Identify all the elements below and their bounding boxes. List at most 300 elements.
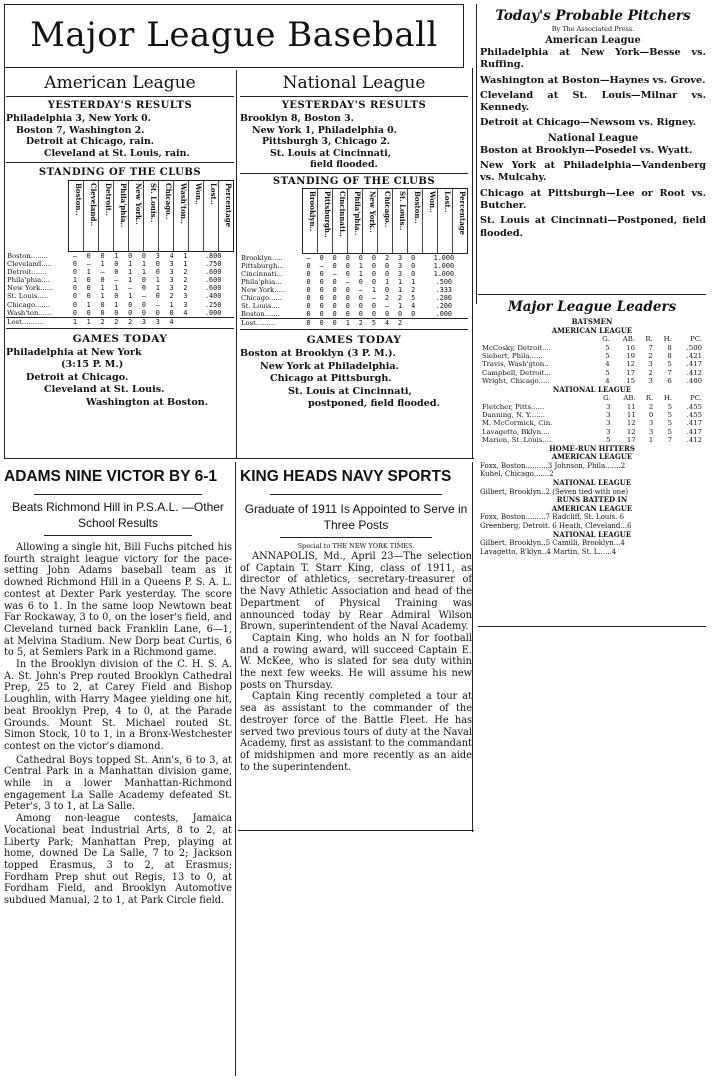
al-result-4: Cleveland at St. Louis, rain.: [44, 147, 190, 159]
leader-stat: 5: [667, 402, 673, 411]
leader-row: [480, 352, 704, 360]
leader-row: [480, 428, 704, 436]
standing-cell: 0: [358, 293, 363, 302]
nl-col-header: New York..: [363, 189, 378, 253]
leader-stat: 3: [606, 411, 611, 420]
rbi-title: RUNS BATTED IN: [556, 495, 628, 505]
standing-row: [6, 276, 234, 284]
leader-stat: 7: [648, 343, 653, 352]
team-name: New York......: [7, 284, 54, 293]
al-standing-table: [6, 252, 234, 326]
standing-cell: 0: [411, 253, 416, 262]
lost-cell: 4: [384, 319, 390, 328]
standing-cell: —: [384, 302, 390, 311]
al-standing-title: STANDING OF THE CLUBS: [38, 167, 202, 178]
leader-name: Lavagetto, Bklyn....: [482, 427, 550, 436]
king-bottom-rule: [238, 830, 474, 831]
al-col-header: Chicago..: [159, 181, 174, 251]
nl-standing-title: STANDING OF THE CLUBS: [272, 175, 436, 187]
king-right-border: [472, 462, 473, 832]
standing-cell: 0: [398, 310, 403, 319]
standing-cell: 0: [141, 252, 147, 260]
standing-cell: —: [332, 269, 337, 278]
probable-pitchers: [480, 8, 706, 240]
standing-cell: 0: [345, 302, 350, 311]
king-article: [240, 466, 472, 773]
standing-cell: 0: [155, 308, 160, 317]
standing-row: [6, 260, 234, 268]
article-divider: [235, 462, 236, 1076]
standing-cell: 0: [306, 302, 311, 311]
standing-row: [240, 254, 468, 262]
standing-cell: 1: [100, 260, 105, 269]
standing-cell: 0: [306, 277, 311, 286]
standing-cell: 4: [183, 308, 188, 317]
standing-cell: 0: [169, 308, 174, 317]
hr-al-line-1: Foxx, Boston..........3 Johnson, Phila.......2: [480, 461, 626, 470]
leader-name: Travis, Wash'gton..: [482, 360, 549, 369]
standing-cell: 0: [141, 284, 147, 293]
standing-cell: 0: [319, 277, 324, 286]
standing-cell: 4: [411, 302, 416, 311]
leader-stat: 5: [605, 368, 610, 377]
al-results: [6, 113, 234, 159]
standing-cell: .600: [204, 284, 222, 293]
leader-row: [480, 360, 704, 368]
leaders-col-header: AB.: [622, 335, 635, 344]
leader-stat: 3: [606, 402, 611, 411]
nl-col-header: Phila'phia..: [348, 189, 363, 253]
standing-cell: 0: [306, 293, 311, 302]
leader-stat: .412: [686, 368, 702, 377]
frame-top-right: [476, 4, 477, 304]
leader-stat: 8: [667, 352, 672, 360]
standing-cell: .333: [435, 285, 453, 294]
al-col-header: Won..: [189, 181, 204, 251]
pitchers-al-list: [480, 47, 706, 130]
standing-cell: 0: [345, 310, 350, 319]
standing-cell: 0: [332, 285, 337, 294]
lost-cell: 2: [114, 317, 119, 326]
standing-cell: 1: [141, 268, 147, 277]
pitchers-nl-list: [480, 145, 706, 240]
leader-stat: 7: [667, 436, 673, 445]
nl-game-2: New York at Philadelphia.: [260, 360, 399, 372]
standing-cell: 0: [306, 285, 311, 294]
standing-cell: 1: [86, 300, 91, 309]
standing-cell: 0: [306, 261, 311, 270]
standing-row: [240, 278, 468, 286]
standing-cell: 3: [183, 292, 188, 301]
standing-cell: 0: [319, 310, 324, 319]
leader-stat: 11: [626, 402, 636, 411]
leaders-col-header: G.: [603, 394, 611, 403]
standing-cell: 0: [155, 260, 160, 269]
al-result-3: Detroit at Chicago, rain.: [26, 136, 155, 147]
adams-headline: ADAMS NINE VICTOR BY 6-1: [4, 468, 218, 485]
lost-cell: 0: [332, 319, 337, 328]
standing-cell: 0: [371, 310, 376, 319]
standing-row: [6, 284, 234, 292]
king-special: Special to THE NEW YORK TIMES.: [297, 542, 415, 550]
lost-cell: 1: [86, 317, 91, 326]
leader-stat: 7: [667, 368, 672, 377]
leaders-al-title: AMERICAN LEAGUE: [551, 325, 633, 335]
standing-cell: 3: [398, 269, 403, 278]
pitchers-al-2: Washington at Boston—Haynes vs. Grove.: [480, 74, 706, 86]
nl-col-header: Boston..: [408, 189, 423, 253]
adams-article: [4, 466, 232, 907]
leader-stat: 2: [648, 402, 654, 411]
leader-stat: 5: [606, 436, 611, 445]
standing-row: [240, 270, 468, 278]
pitchers-al-3: Cleveland at St. Louis—Milnar vs. Kennedy.: [480, 89, 706, 114]
standing-cell: 0: [72, 268, 77, 277]
standing-cell: 0: [100, 276, 105, 285]
standing-cell: 0: [332, 293, 337, 302]
standing-cell: 1: [114, 284, 119, 293]
adams-paragraph-3: Cathedral Boys topped St. Ann's, 6 to 3, at Central Park in a Manhattan division game, while in a lower Manhattan-Richmond engagement La Salle Academy defeated St. Peter's, 3 to 1, at La Salle.: [4, 754, 232, 813]
lost-cell: 2: [100, 317, 105, 326]
team-name: Cincinnati...: [241, 269, 283, 278]
standing-cell: .500: [435, 277, 453, 286]
standing-cell: 1: [398, 285, 403, 294]
al-game-5: Washington at Boston.: [86, 396, 209, 408]
nl-league-title: National League: [282, 73, 426, 93]
pitchers-al-1: Philadelphia at New York—Besse vs. Ruffing.: [480, 47, 706, 71]
standing-cell: 0: [332, 277, 337, 286]
leader-stat: 5: [667, 360, 672, 369]
standing-cell: 1: [128, 268, 133, 277]
leader-name: Siebert, Phila......: [482, 352, 543, 360]
standing-cell: 1.000: [433, 269, 455, 278]
al-game-1: Philadelphia at New York: [6, 346, 142, 358]
frame-bottom: [4, 458, 474, 459]
leader-name: Campbell, Detroit...: [482, 368, 551, 377]
leaders-col-header: PC.: [690, 394, 702, 403]
leader-name: M. McCormick, Cin.: [482, 419, 553, 428]
leader-stat: 5: [605, 343, 610, 352]
standing-cell: 1: [141, 260, 147, 269]
standing-cell: —: [86, 260, 91, 269]
leader-stat: 12: [626, 427, 636, 436]
title-box: [4, 4, 464, 68]
standing-cell: —: [128, 284, 133, 293]
nl-games: [240, 348, 468, 411]
standing-row: [240, 286, 468, 294]
nl-col-header: St. Louis..: [393, 189, 408, 253]
standing-cell: 0: [141, 300, 147, 309]
team-name: Detroit.......: [7, 268, 47, 277]
standing-cell: 0: [411, 269, 416, 278]
standing-cell: 1: [358, 261, 363, 270]
leader-stat: 3: [606, 419, 611, 428]
team-name: Phila'phia...: [241, 277, 282, 286]
leader-name: Danning, N. Y.......: [482, 411, 545, 420]
leader-stat: 5: [667, 411, 673, 420]
leader-stat: 5: [667, 419, 673, 428]
leader-row: [480, 369, 704, 377]
leaders-nl-title: NATIONAL LEAGUE: [552, 384, 632, 394]
standing-cell: 0: [358, 277, 363, 286]
standing-cell: 0: [155, 268, 160, 277]
standing-cell: 1: [183, 252, 188, 260]
leaders-col-header: H.: [663, 335, 672, 344]
standing-cell: —: [141, 292, 147, 301]
nl-game-5: postponed, field flooded.: [308, 398, 440, 410]
standing-cell: 1: [72, 276, 77, 285]
standing-cell: 0: [128, 300, 133, 309]
standing-cell: 1: [128, 276, 133, 285]
team-name: Phila'phia....: [7, 276, 50, 285]
standing-cell: 0: [72, 292, 77, 301]
team-name: Chicago......: [241, 293, 282, 302]
standing-cell: 0: [128, 252, 133, 260]
lost-row: [240, 319, 468, 328]
standing-cell: 1: [169, 300, 174, 309]
leader-row: [480, 344, 704, 352]
lost-cell: 1: [345, 319, 350, 328]
standing-cell: 1: [384, 277, 390, 286]
al-games-title: GAMES TODAY: [72, 332, 168, 345]
leader-row: [480, 419, 704, 427]
standing-cell: 0: [332, 302, 337, 311]
leader-row: [480, 411, 704, 419]
lost-cell: 3: [141, 317, 147, 326]
lost-cell: 2: [128, 317, 133, 326]
standing-row: [6, 309, 234, 318]
al-col-header: Percentage: [224, 183, 233, 228]
standing-cell: 0: [86, 284, 91, 293]
standing-cell: 0: [100, 300, 105, 309]
rbi-al-title: AMERICAN LEAGUE: [551, 503, 633, 513]
standing-cell: 1: [114, 300, 119, 309]
pitchers-al-4: Detroit at Chicago—Newsom vs. Rigney.: [480, 117, 697, 129]
standing-cell: 0: [306, 269, 311, 278]
al-col-header: Phila'phia..: [114, 181, 129, 251]
standing-cell: 0: [100, 308, 105, 317]
leaders-col-header: PC.: [690, 335, 702, 344]
al-col-header: New York..: [129, 181, 144, 251]
leader-stat: 3: [606, 427, 611, 436]
nl-result-5: field flooded.: [310, 159, 378, 170]
adams-subhead: Beats Richmond Hill in P.S.A.L. —Other School Results: [12, 500, 224, 530]
standing-cell: 0: [319, 302, 324, 311]
standing-cell: 3: [155, 252, 160, 260]
standing-cell: 0: [86, 276, 91, 285]
leader-stat: .417: [686, 419, 702, 428]
leader-stat: 0: [648, 411, 654, 420]
standing-cell: —: [100, 268, 105, 277]
standing-cell: 2: [398, 293, 403, 302]
frame-right: [472, 68, 473, 458]
adams-paragraph-4: Among non-league contests, Jamaica Vocational beat Industrial Arts, 8 to 2, at Liberty Park; Manhattan Prep, playing at home, downed De La Salle, 7 to 2; Jackson topped Erasmus, 3 to 2, at Erasmus; Fordham Prep shut out Regis, 13 to 0, at Fordham Field, and Brooklyn Automotive subdued Manual, 2 to 1, at Park Circle field.: [4, 813, 232, 907]
standing-cell: 1: [358, 269, 363, 278]
standing-cell: 2: [183, 276, 188, 285]
leader-stat: .500: [686, 343, 702, 352]
standing-cell: 0: [155, 292, 160, 301]
standing-cell: 0: [332, 261, 337, 270]
lost-cell: 0: [319, 319, 324, 328]
nl-col-header: Pittsburgh..: [318, 189, 333, 253]
al-standing-header: [68, 180, 234, 252]
adams-body: [4, 542, 232, 907]
standing-cell: .200: [435, 302, 453, 311]
standing-cell: —: [319, 261, 324, 270]
standing-cell: 0: [371, 277, 376, 286]
standing-cell: 0: [411, 261, 416, 270]
standing-cell: 0: [114, 292, 119, 301]
standing-cell: .000: [204, 308, 222, 317]
nl-result-4: St. Louis at Cincinnati,: [270, 147, 392, 159]
leader-stat: 8: [667, 343, 672, 352]
leader-stat: .412: [686, 436, 702, 445]
leader-stat: 17: [626, 368, 635, 377]
lost-row: [6, 317, 234, 326]
standing-cell: 0: [371, 302, 376, 311]
king-subhead: Graduate of 1911 Is Appointed to Serve in Three Posts: [244, 502, 468, 532]
al-col-header: Boston..: [69, 181, 84, 251]
leaders-col-header: G.: [602, 335, 610, 344]
team-name: Pittsburgh...: [241, 261, 284, 270]
leader-stat: 5: [667, 427, 673, 436]
team-name: Brooklyn.....: [241, 253, 283, 262]
team-name: St. Louis.....: [7, 292, 49, 301]
standing-cell: 1: [86, 268, 91, 277]
standing-cell: 0: [72, 300, 77, 309]
standing-cell: 1: [155, 284, 160, 293]
leader-name: Wright, Chicago.....: [482, 377, 550, 386]
standing-cell: —: [306, 253, 311, 262]
standing-cell: 0: [114, 308, 119, 317]
nl-game-3: Chicago at Pittsburgh.: [270, 373, 392, 385]
page-title: Major League Baseball: [30, 15, 438, 55]
nl-col-header: Cincinnati..: [333, 189, 348, 253]
leader-name: Fletcher, Pitts......: [482, 402, 545, 411]
national-league-section: [240, 72, 468, 411]
standing-cell: —: [155, 300, 160, 309]
standing-cell: 0: [72, 308, 77, 317]
team-name: New York.....: [241, 285, 286, 294]
standing-cell: 0: [345, 285, 350, 294]
standing-row: [240, 262, 468, 270]
standing-cell: 0: [319, 285, 324, 294]
standing-cell: 0: [141, 308, 147, 317]
king-paragraph-1: ANNAPOLIS, Md., April 23—The selection of Captain T. Starr King, class of 1911, as director of athletics, secretary-treasurer of the Navy Athletic Association and head of the Department of Physical Training was announced today by Rear Admiral Wilson Brown, superintendent of the Naval Academy.: [240, 551, 472, 633]
frame-left: [4, 68, 5, 458]
standing-row: [6, 268, 234, 276]
rbi-al-line-1: Foxx, Boston.........7 Radcliff, St. Louis. 6: [480, 513, 625, 522]
standing-cell: 0: [384, 269, 390, 278]
standing-cell: 0: [72, 284, 77, 293]
standing-cell: —: [114, 276, 119, 285]
leader-stat: 3: [648, 427, 654, 436]
nl-result-2: New York 1, Philadelphia 0.: [252, 124, 397, 136]
standing-cell: 2: [183, 284, 188, 293]
leaders-header-row: [480, 335, 704, 343]
leaders-bottom-rule: [478, 626, 706, 627]
standing-cell: 2: [411, 285, 416, 294]
leaders-header-row: [480, 394, 704, 402]
standing-cell: 5: [411, 293, 416, 302]
lost-label: Lost..........: [7, 317, 44, 326]
team-name: Wash'ton......: [7, 308, 52, 317]
standing-cell: 1.000: [433, 253, 455, 262]
team-name: St. Louis....: [241, 302, 280, 311]
team-name: Chicago.......: [7, 300, 51, 309]
leader-stat: .455: [686, 402, 702, 411]
leaders-nl-table: [480, 394, 704, 444]
standing-row: [240, 302, 468, 310]
lost-cell: 5: [371, 319, 376, 328]
adams-paragraph-2: In the Brooklyn division of the C. H. S. A. A. St. John's Prep routed Brooklyn Cathedral Prep, 25 to 2, at Carey Field and Bishop Loughlin, with Harry Magee yielding one hit, beat Brooklyn Prep, 4 to 0, at the Parade Grounds. Mount St. Michael routed St. Simon Stock, 10 to 1, in a Bronx-Westchester contest on the victor's diamond.: [4, 659, 232, 752]
lost-cell: 1: [72, 317, 77, 326]
standing-cell: 2: [384, 293, 390, 302]
pitchers-nl-2: New York at Philadelphia—Vandenberg vs. Mulcahy.: [480, 160, 706, 184]
standing-cell: 0: [319, 293, 324, 302]
nl-yesterday-title: YESTERDAY'S RESULTS: [281, 100, 427, 111]
standing-cell: 1: [128, 260, 133, 269]
standing-cell: 0: [332, 253, 337, 262]
standing-cell: 1: [398, 302, 403, 311]
standing-cell: .400: [204, 292, 222, 301]
leaders-al-table: [480, 335, 704, 385]
leader-stat: 4: [605, 377, 610, 386]
leader-stat: 2: [648, 352, 653, 360]
nl-result-1: Brooklyn 8, Boston 3.: [240, 113, 354, 124]
al-league-title: American League: [44, 73, 196, 93]
rbi-al-line-2: Greenberg, Detroit. 6 Heath, Cleveland...6: [480, 522, 632, 530]
hr-al-title: AMERICAN LEAGUE: [551, 452, 633, 462]
leaders-batsmen: BATSMEN: [571, 317, 613, 326]
standing-cell: 3: [169, 276, 174, 285]
rbi-nl-line-2: Lavagetto, B'klyn..4 Martin, St. L......4: [480, 547, 617, 556]
nl-standing-header: [302, 188, 468, 254]
standing-cell: .800: [204, 252, 222, 260]
al-game-2: (3:15 P. M.): [61, 359, 124, 371]
standing-cell: 3: [169, 284, 174, 293]
standing-row: [240, 310, 468, 319]
nl-col-header: Chicago..: [378, 189, 393, 253]
standing-cell: .600: [204, 268, 222, 277]
hr-title: HOME-RUN HITTERS: [549, 443, 635, 453]
leader-stat: 15: [626, 377, 635, 386]
leader-stat: 16: [626, 343, 635, 352]
american-league-section: [6, 72, 234, 409]
leader-stat: 4: [605, 360, 610, 369]
standing-cell: —: [371, 293, 376, 302]
standing-cell: 0: [345, 253, 350, 262]
standing-cell: —: [358, 285, 363, 294]
nl-standing-table: [240, 254, 468, 328]
adams-paragraph-1: Allowing a single hit, Bill Fuchs pitched his fourth straight league victory for the pace-setting John Adams baseball team as it downed Richmond Hill in a Queens P. S. A. L. contest at Dexter Park yesterday. The score was 6 to 1. In the same loop Newtown beat Far Rockaway, 3 to 0, on the loser's field, and Cleveland turned back Franklin Lane, 6—1, at Melvina Stadium. New Dorp beat Curtis, 6 to 5, at Semlers Park in a Richmond game.: [4, 542, 232, 659]
leaders-col-header: H.: [663, 394, 673, 403]
lost-cell: [420, 319, 468, 328]
standing-cell: 0: [72, 260, 77, 269]
team-name: Boston........: [7, 252, 49, 260]
leader-stat: 3: [648, 360, 653, 369]
leader-stat: 3: [648, 419, 654, 428]
standing-cell: 2: [384, 253, 390, 262]
standing-cell: 1: [155, 276, 160, 285]
leader-stat: .400: [686, 377, 702, 386]
lost-cell: [192, 317, 234, 326]
lost-cell: 2: [358, 319, 363, 328]
standing-cell: 4: [169, 252, 174, 260]
leader-stat: 5: [605, 352, 610, 360]
standing-cell: .750: [204, 260, 222, 269]
pitchers-al-title: American League: [545, 35, 641, 46]
